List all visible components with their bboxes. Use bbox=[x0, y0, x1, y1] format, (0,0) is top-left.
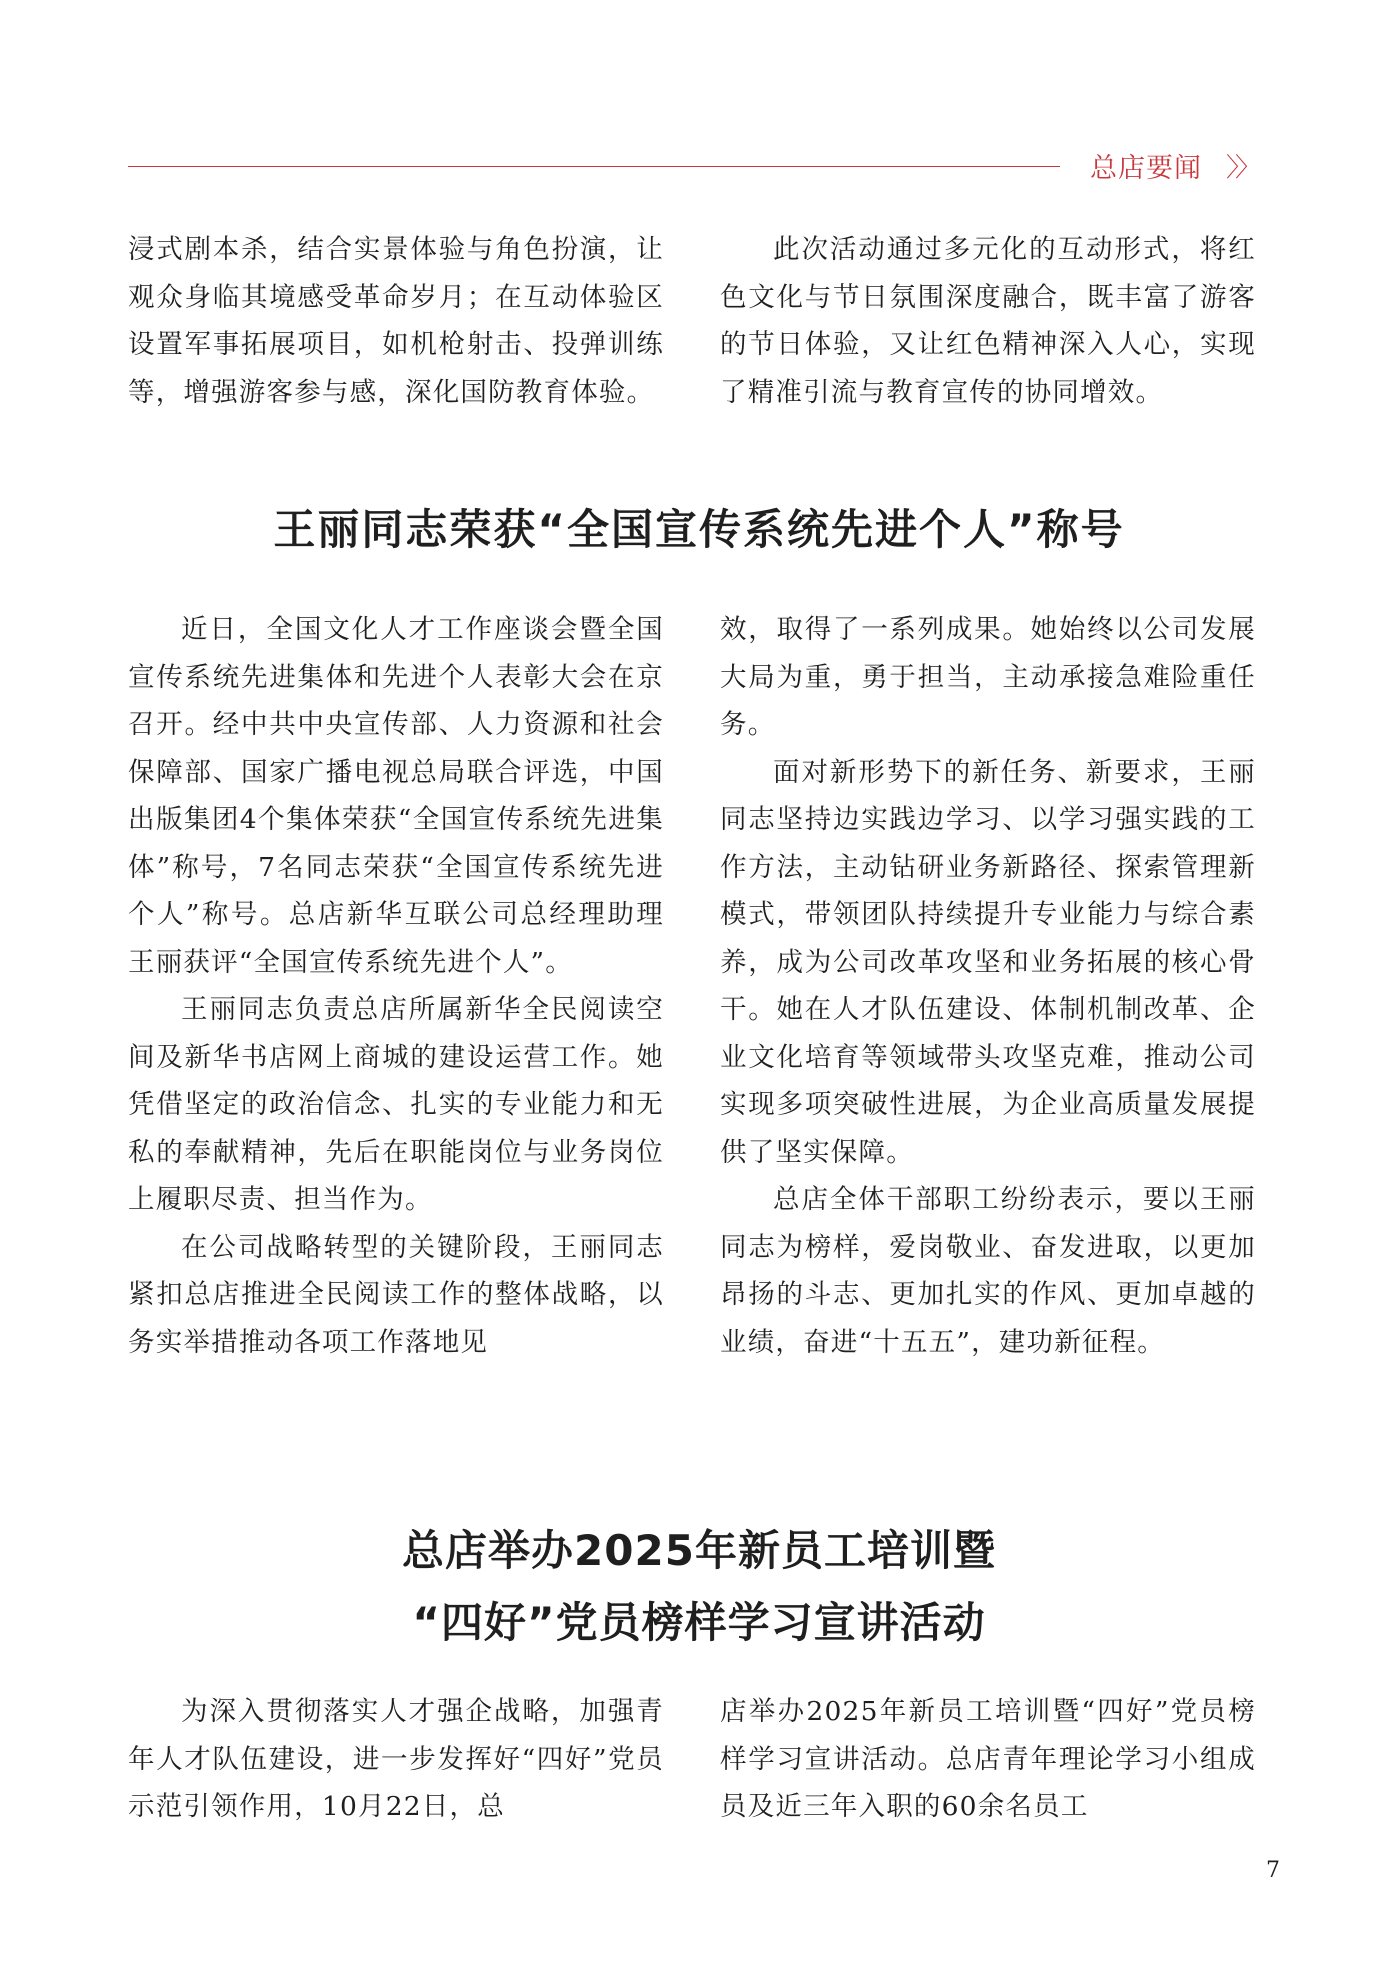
intro-right-paragraph: 此次活动通过多元化的互动形式，将红色文化与节日氛围深度融合，既丰富了游客的节日体验，又让红色精神深入人心，实现了精准引流与教育宣传的协同增效。 bbox=[720, 234, 1256, 408]
article1-paragraph: 总店全体干部职工纷纷表示，要以王丽同志为榜样，爱岗敬业、奋发进取，以更加昂扬的斗志、更加扎实的作风、更加卓越的业绩，奋进“十五五”，建功新征程。 bbox=[720, 1184, 1256, 1358]
article1-right-column bbox=[720, 606, 1256, 1366]
intro-left-paragraph: 浸式剧本杀，结合实景体验与角色扮演，让观众身临其境感受革命岁月；在互动体验区设置军事拓展项目，如机枪射击、投弹训练等，增强游客参与感，深化国防教育体验。 bbox=[128, 234, 664, 408]
article1-paragraph: 在公司战略转型的关键阶段，王丽同志紧扣总店推进全民阅读工作的整体战略，以务实举措推动各项工作落地见 bbox=[128, 1231, 664, 1358]
article1-paragraph: 近日，全国文化人才工作座谈会暨全国宣传系统先进集体和先进个人表彰大会在京召开。经中共中央宣传部、人力资源和社会保障部、国家广播电视总局联合评选，中国出版集团4个集体荣获“全国宣传系统先进集体”称号，7名同志荣获“全国宣传系统先进个人”称号。总店新华互联公司总经理助理王丽获评“全国宣传系统先进个人”。 bbox=[128, 614, 664, 978]
article1-paragraph: 王丽同志负责总店所属新华全民阅读空间及新华书店网上商城的建设运营工作。她凭借坚定的政治信念、扎实的专业能力和无私的奉献精神，先后在职能岗位与业务岗位上履职尽责、担当作为。 bbox=[128, 994, 664, 1215]
article2-right-column bbox=[720, 1688, 1256, 1831]
double-chevron-right-icon: 〉〉 bbox=[1226, 153, 1258, 183]
intro-left-column bbox=[128, 226, 664, 416]
article1-title: 王丽同志荣获“全国宣传系统先进个人”称号 bbox=[273, 505, 1125, 554]
section-label: 总店要闻 bbox=[1090, 153, 1202, 184]
article2-title-line1: 总店举办2025年新员工培训暨 bbox=[402, 1526, 996, 1575]
article2-paragraph: 为深入贯彻落实人才强企战略，加强青年人才队伍建设，进一步发挥好“四好”党员示范引领作用，10月22日，总 bbox=[128, 1696, 664, 1822]
header-divider bbox=[128, 166, 1060, 167]
article1-paragraph: 效，取得了一系列成果。她始终以公司发展大局为重，勇于担当，主动承接急难险重任务。 bbox=[720, 614, 1256, 740]
article2-left-column bbox=[128, 1688, 664, 1831]
intro-right-column bbox=[720, 226, 1256, 416]
page-number: 7 bbox=[1266, 1858, 1280, 1883]
article1-paragraph: 面对新形势下的新任务、新要求，王丽同志坚持边实践边学习、以学习强实践的工作方法，主动钻研业务新路径、探索管理新模式，带领团队持续提升专业能力与综合素养，成为公司改革攻坚和业务拓展的核心骨干。她在人才队伍建设、体制机制改革、企业文化培育等领域带头攻坚克难，推动公司实现多项突破性进展，为企业高质量发展提供了坚实保障。 bbox=[720, 756, 1256, 1168]
article2-paragraph: 店举办2025年新员工培训暨“四好”党员榜样学习宣讲活动。总店青年理论学习小组成员及近三年入职的60余名员工 bbox=[720, 1696, 1256, 1822]
article2-title-line2: “四好”党员榜样学习宣讲活动 bbox=[412, 1598, 986, 1647]
article1-left-column bbox=[128, 606, 664, 1366]
